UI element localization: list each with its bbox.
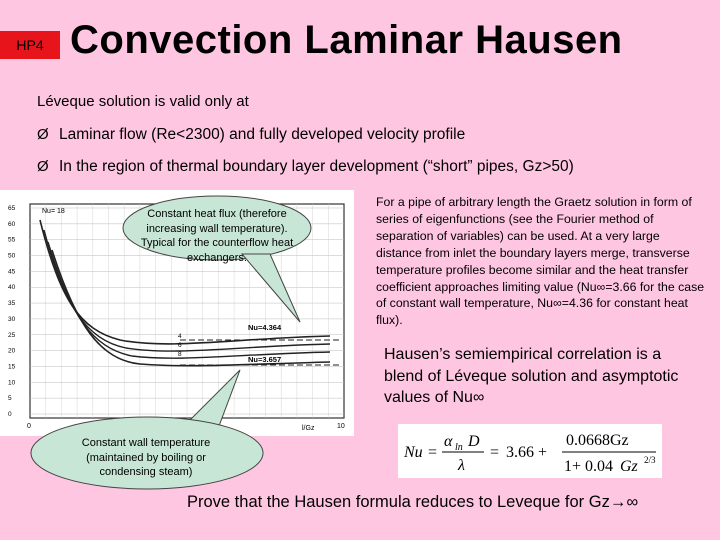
bullet-text: In the region of thermal boundary layer development (“short” pipes, Gz>50) bbox=[59, 158, 574, 175]
formula-numerator: 0.0668Gz bbox=[566, 432, 629, 449]
formula-svg bbox=[398, 424, 662, 478]
chart-y-tick-label: 5 bbox=[8, 395, 12, 403]
formula-const: 3.66 + bbox=[506, 444, 548, 461]
chart-x-tick-label: 0 bbox=[27, 423, 31, 430]
hausen-formula bbox=[398, 424, 662, 478]
formula-denominator: 1+ 0.04 bbox=[564, 458, 614, 475]
slide-title: Convection Laminar Hausen bbox=[70, 18, 623, 62]
chart-y-tick-label: 15 bbox=[8, 363, 16, 371]
formula-nu: Nu bbox=[404, 444, 423, 461]
chart-inner-label: 6 bbox=[178, 342, 182, 349]
chart-y-tick-label: 40 bbox=[8, 284, 16, 292]
bullet-text: Laminar flow (Re<2300) and fully developed velocity profile bbox=[59, 126, 466, 143]
bullet-item-thermal-region bbox=[37, 158, 574, 176]
hausen-paragraph: Hausen’s semiempirical correlation is a blend of Léveque solution and asymptotic values of Nu∞ bbox=[384, 346, 679, 406]
formula-exponent: 2/3 bbox=[644, 455, 656, 465]
bullet-item-laminar bbox=[37, 126, 465, 144]
formula-alpha: α bbox=[444, 433, 453, 450]
footer-prove-text: Prove that the Hausen formula reduces to Leveque for Gz→∞ bbox=[187, 493, 639, 511]
chart-y-tick-label: 45 bbox=[8, 268, 16, 276]
bullet-arrow-icon: Ø bbox=[37, 126, 49, 143]
chart-x-tick-label: 10 bbox=[337, 423, 345, 430]
formula-d: D bbox=[468, 433, 480, 450]
chart-curve-label-wall: Nu=3.657 bbox=[248, 355, 282, 364]
callout-heatflux-text: Constant heat flux (therefore increasing wall temperature). Typical for the counterflow heat exchangers. bbox=[140, 208, 294, 264]
chart-inner-label: 4 bbox=[178, 333, 182, 340]
chart-legend: Nu= 18 bbox=[42, 208, 65, 215]
chart-y-tick-label: 65 bbox=[8, 205, 16, 212]
formula-lambda: λ bbox=[458, 457, 465, 474]
chart-y-tick-label: 0 bbox=[8, 411, 12, 418]
bullet-arrow-icon: Ø bbox=[37, 158, 49, 175]
formula-alpha-sub: ln bbox=[455, 442, 463, 453]
chart-y-tick-label: 35 bbox=[8, 300, 16, 308]
graetz-paragraph: For a pipe of arbitrary length the Graetz solution in form of series of eigenfunctions (see the Fourier method of separation of variables) can be used. At a very large distance from inlet the boundary layers merge, transverse temperature profiles become similar and the heat transfer coefficient approaches limiting value (Nu∞=3.66 for the case of constant wall temperature, Nu∞=4.36 for constant heat flux). bbox=[376, 195, 705, 328]
chart-y-tick-label: 60 bbox=[8, 220, 16, 228]
formula-eq2: = bbox=[490, 444, 500, 461]
chart-y-tick-label: 30 bbox=[8, 315, 16, 323]
chart-inner-label: 8 bbox=[178, 351, 182, 358]
callout-wall-temp-text: Constant wall temperature (maintained by boiling or condensing steam) bbox=[81, 437, 211, 478]
formula-den-gz: Gz bbox=[620, 458, 638, 475]
chart-x-axis-label: l/Gz bbox=[302, 425, 315, 432]
chart-y-tick-label: 50 bbox=[8, 252, 16, 260]
chart-y-tick-label: 20 bbox=[8, 347, 16, 355]
slide-number-badge: HP4 bbox=[0, 31, 60, 59]
chart-y-tick-label: 25 bbox=[8, 331, 16, 339]
formula-eq: = bbox=[428, 444, 438, 461]
chart-y-tick-label: 10 bbox=[8, 379, 16, 387]
intro-text: Léveque solution is valid only at bbox=[37, 93, 249, 110]
chart-y-tick-label: 55 bbox=[8, 236, 16, 244]
chart-curve-label-heatflux: Nu=4.364 bbox=[248, 323, 282, 332]
